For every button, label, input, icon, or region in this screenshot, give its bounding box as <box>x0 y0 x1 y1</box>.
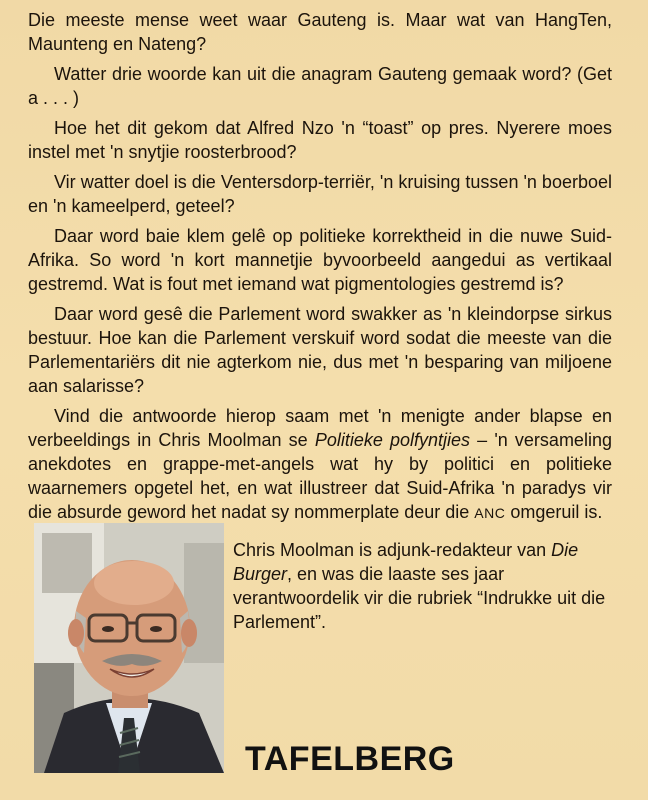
book-title: Politieke polfyntjies <box>314 430 471 450</box>
publisher-logo: TAFELBERG <box>245 740 455 778</box>
bio-end: , en was die laaste ses jaar verantwoordelik vir die rubriek “Indrukke uit die Parlement”. <box>233 564 606 632</box>
blurb-text <box>28 8 612 531</box>
newspaper-name: Die Burger <box>233 540 579 584</box>
bio-start: Chris Moolman is adjunk-redakteur van <box>233 540 552 560</box>
paragraph: Die meeste mense weet waar Gauteng is. Maar wat van HangTen, Maunteng en Nateng? <box>28 10 612 54</box>
paragraph: Watter drie woorde kan uit die anagram Gauteng gemaak word? (Get a . . . ) <box>28 64 612 108</box>
acronym: ANC <box>474 505 506 521</box>
paragraph: Daar word gesê die Parlement word swakker as 'n kleindorpse sirkus bestuur. Hoe kan die Parlement verskuif word sodat die meeste van die Parlementariërs dit nie agterkom nie, dus met 'n besparing van miljoene aan salarisse? <box>28 304 612 396</box>
paragraph: Hoe het dit gekom dat Alfred Nzo 'n “toast” op pres. Nyerere moes instel met 'n snytjie roosterbrood? <box>28 118 612 162</box>
final-text-end: omgeruil is. <box>505 502 603 522</box>
final-paragraph <box>28 404 612 525</box>
paragraph: Vir watter doel is die Ventersdorp-terriër, 'n kruising tussen 'n boerboel en 'n kameelperd, geteel? <box>28 172 612 216</box>
final-text-start: Vind die antwoorde hierop saam met 'n menigte ander blapse en verbeeldings in Chris Moolman se <box>28 406 612 450</box>
paragraph: Daar word baie klem gelê op politieke korrektheid in die nuwe Suid-Afrika. So word 'n kort mannetjie byvoorbeeld aangedui as vertikaal gestremd. Wat is fout met iemand wat pigmentologies gestremd is? <box>28 226 612 294</box>
final-text-middle: – 'n versameling anekdotes en grappe-met-angels wat hy by politici en politieke waarnemers opgetel het, en wat illustreer dat Suid-Afrika 'n paradys vir die absurde geword het nadat sy nommerplate deur die <box>28 430 612 522</box>
author-photo <box>34 523 224 773</box>
author-bio <box>233 538 618 634</box>
